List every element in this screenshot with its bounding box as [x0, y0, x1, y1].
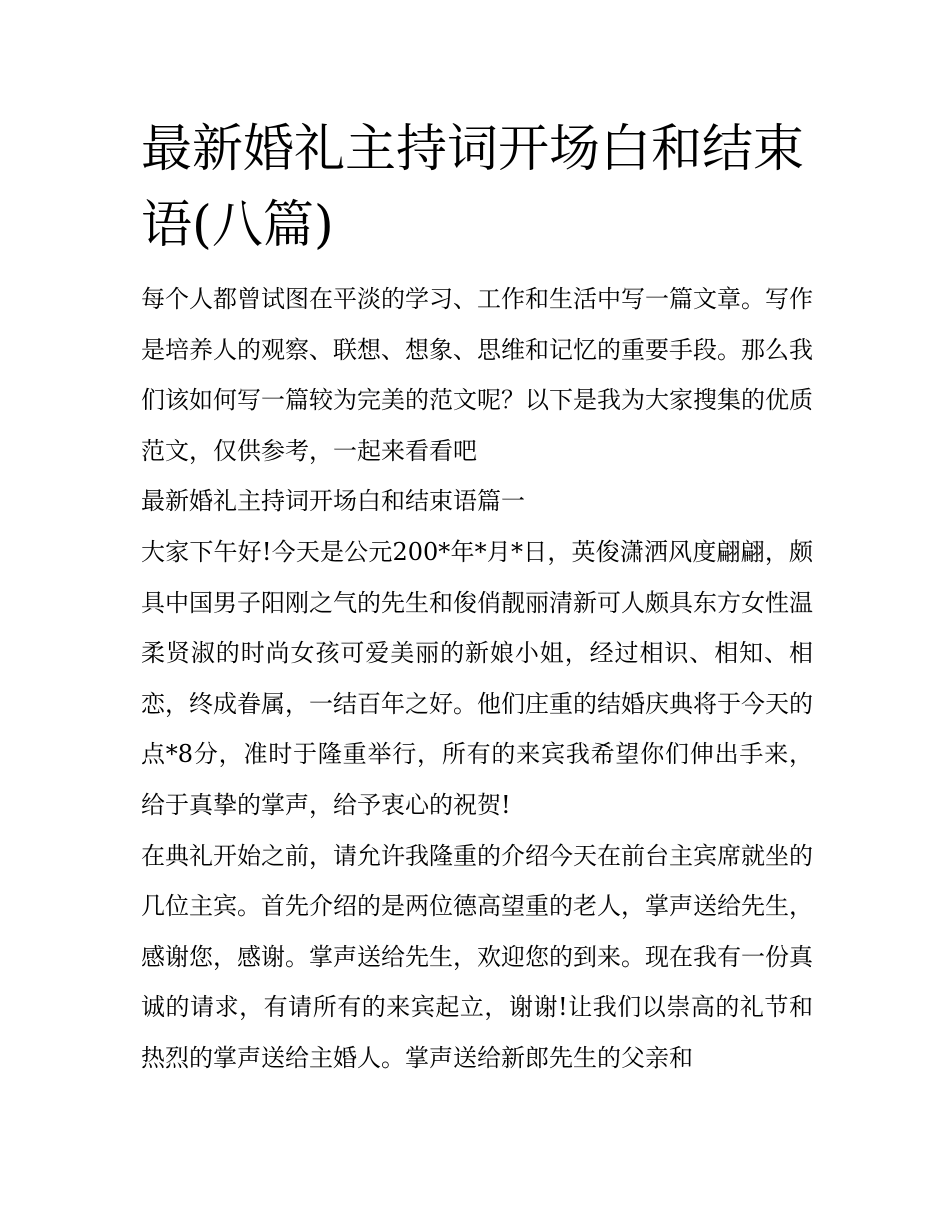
document-title: 最新婚礼主持词开场白和结束语(八篇) — [141, 120, 805, 255]
document-content — [141, 112, 813, 1084]
body-paragraph-2: 在典礼开始之前，请允许我隆重的介绍今天在前台主宾席就坐的几位主宾。首先介绍的是两位德高望重的老人，掌声送给先生，感谢您，感谢。掌声送给先生，欢迎您的到来。现在我有一份真诚的请求，有请所有的来宾起立，谢谢!让我们以崇高的礼节和热烈的掌声送给主婚人。掌声送给新郎先生的父亲和 — [141, 841, 813, 1072]
body-paragraph-1: 大家下午好!今天是公元200*年*月*日，英俊潇洒风度翩翩，颇具中国男子阳刚之气的先生和俊俏靓丽清新可人颇具东方女性温柔贤淑的时尚女孩可爱美丽的新娘小姐，经过相识、相知、相恋，终成眷属，一结百年之好。他们庄重的结婚庆典将于今天的点*8分，准时于隆重举行，所有的来宾我希望你们伸出手来，给于真挚的掌声，给予衷心的祝贺! — [141, 537, 813, 819]
section-heading: 最新婚礼主持词开场白和结束语篇一 — [141, 487, 525, 516]
intro-paragraph: 每个人都曾试图在平淡的学习、工作和生活中写一篇文章。写作是培养人的观察、联想、想象、思维和记忆的重要手段。那么我们该如何写一篇较为完美的范文呢？以下是我为大家搜集的优质范文，仅供参考，一起来看看吧 — [141, 285, 813, 465]
